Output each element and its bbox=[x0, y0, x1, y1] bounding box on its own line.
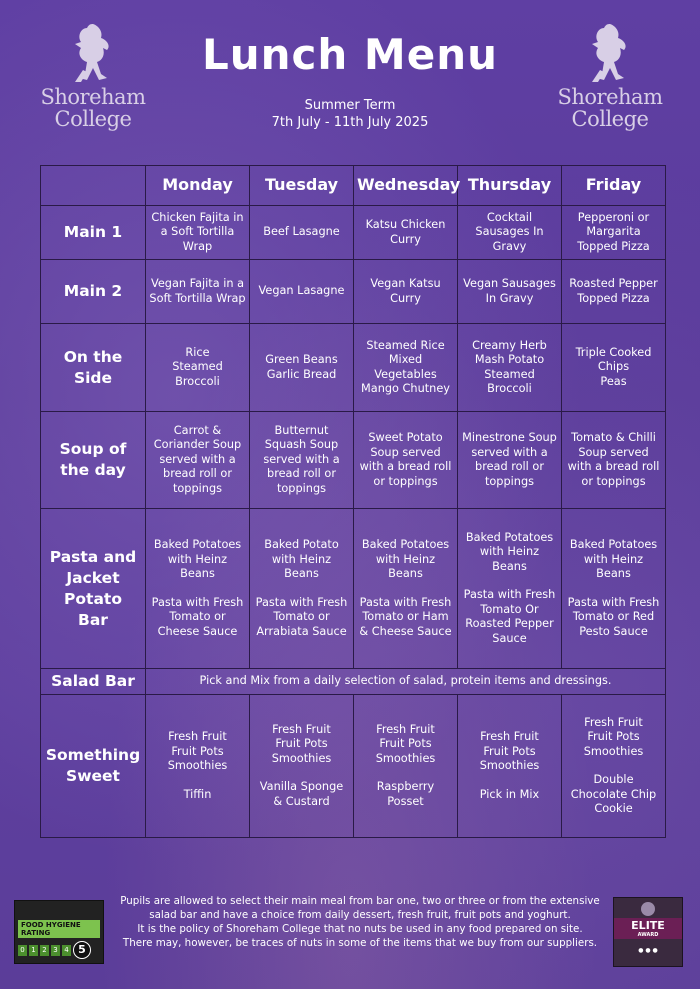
menu-item: Smoothies bbox=[167, 759, 228, 772]
soup-wednesday: Sweet Potato Soup served with a bread roll or toppings bbox=[354, 412, 458, 509]
row-label-line: the day bbox=[60, 461, 126, 479]
elite-band bbox=[614, 918, 682, 939]
menu-item: Fruit Pots bbox=[587, 730, 640, 743]
footer-line: salad bar and have a choice from daily dessert, fresh fruit, fruit pots and yoghurt. bbox=[149, 909, 571, 921]
hygiene-digit: 2 bbox=[40, 945, 49, 956]
main2-monday: Vegan Fajita in a Soft Tortilla Wrap bbox=[146, 260, 250, 324]
menu-item: Pick in Mix bbox=[479, 787, 540, 801]
corner-cell bbox=[41, 166, 146, 206]
menu-item: Smoothies bbox=[479, 759, 540, 772]
main2-tuesday: Vegan Lasagne bbox=[250, 260, 354, 324]
side-wednesday bbox=[354, 324, 458, 412]
day-tuesday: Tuesday bbox=[250, 166, 354, 206]
hygiene-digit: 1 bbox=[29, 945, 38, 956]
row-label-line: Potato bbox=[64, 589, 122, 608]
potato-option: Baked Potatoes with Heinz Beans bbox=[153, 538, 242, 580]
day-wednesday: Wednesday bbox=[354, 166, 458, 206]
main2-thursday: Vegan Sausages In Gravy bbox=[458, 260, 562, 324]
pasta-option: Pasta with Fresh Tomato or Cheese Sauce bbox=[151, 595, 244, 638]
main1-tuesday: Beef Lasagne bbox=[250, 206, 354, 260]
menu-item: Fruit Pots bbox=[171, 744, 224, 758]
logo-name-line2: College bbox=[571, 107, 649, 131]
sweet-thursday bbox=[458, 695, 562, 838]
potato-option: Baked Potatoes with Heinz Beans bbox=[465, 530, 554, 573]
menu-item: Fresh Fruit bbox=[480, 730, 539, 743]
menu-item: Fruit Pots bbox=[483, 744, 536, 758]
soup-thursday: Minestrone Soup served with a bread roll or toppings bbox=[458, 412, 562, 509]
hygiene-score: 5 bbox=[73, 941, 91, 959]
menu-item: Broccoli bbox=[487, 382, 532, 395]
row-label-main2: Main 2 bbox=[41, 260, 146, 324]
soup-friday: Tomato & Chilli Soup served with a bread roll or toppings bbox=[562, 412, 666, 509]
side-row bbox=[41, 324, 666, 412]
row-label-salad: Salad Bar bbox=[41, 669, 146, 695]
pasta-thursday bbox=[458, 509, 562, 669]
pasta-monday bbox=[146, 509, 250, 669]
menu-item: Double bbox=[593, 773, 634, 786]
elite-award-badge bbox=[613, 897, 683, 967]
menu-item: Fruit Pots bbox=[275, 737, 328, 751]
term-name: Summer Term bbox=[304, 98, 396, 113]
main1-thursday: Cocktail Sausages In Gravy bbox=[458, 206, 562, 260]
award-emblem-icon bbox=[641, 902, 655, 916]
side-friday bbox=[562, 324, 666, 412]
menu-item: Vegetables bbox=[374, 367, 437, 381]
menu-item: Triple Cooked bbox=[575, 345, 652, 359]
menu-item: Raspberry bbox=[376, 780, 435, 794]
menu-item: Smoothies bbox=[375, 751, 436, 765]
menu-item: Rice bbox=[185, 345, 210, 359]
menu-item: Cookie bbox=[594, 802, 633, 815]
hygiene-digit: 3 bbox=[51, 945, 60, 956]
days-header-row bbox=[41, 166, 666, 206]
row-label-side bbox=[41, 324, 146, 412]
menu-item: Fresh Fruit bbox=[168, 730, 227, 743]
menu-item: Fresh Fruit bbox=[272, 722, 331, 736]
sweet-friday bbox=[562, 695, 666, 838]
footer-note bbox=[110, 894, 610, 950]
sweet-wednesday bbox=[354, 695, 458, 838]
page-title: Lunch Menu bbox=[201, 30, 499, 79]
salad-row bbox=[41, 669, 666, 695]
side-monday bbox=[146, 324, 250, 412]
day-monday: Monday bbox=[146, 166, 250, 206]
school-logo-right bbox=[540, 20, 680, 130]
main1-monday: Chicken Fajita in a Soft Tortilla Wrap bbox=[146, 206, 250, 260]
hygiene-digit: 0 bbox=[18, 945, 27, 956]
day-friday: Friday bbox=[562, 166, 666, 206]
menu-item: Smoothies bbox=[271, 751, 332, 765]
pasta-wednesday bbox=[354, 509, 458, 669]
elite-subtitle: AWARD bbox=[637, 932, 659, 938]
pasta-option: Pasta with Fresh Tomato or Ham & Cheese Sauce bbox=[359, 595, 452, 638]
menu-item: Mango Chutney bbox=[361, 382, 450, 395]
logo-name-line1: Shoreham bbox=[40, 85, 146, 109]
menu-item: Vanilla Sponge bbox=[259, 780, 344, 794]
day-thursday: Thursday bbox=[458, 166, 562, 206]
menu-item: Peas bbox=[600, 374, 627, 388]
menu-item: Smoothies bbox=[583, 744, 644, 758]
pasta-option: Pasta with Fresh Tomato or Red Pesto Sauce bbox=[567, 595, 660, 638]
award-dots-icon: ● ● ● bbox=[638, 947, 658, 954]
hygiene-badge-header bbox=[18, 904, 100, 920]
pasta-option: Pasta with Fresh Tomato or Arrabiata Sauce bbox=[255, 595, 348, 638]
menu-item: Steamed bbox=[172, 360, 223, 374]
menu-item: Mixed bbox=[388, 353, 423, 366]
main2-wednesday: Vegan Katsu Curry bbox=[354, 260, 458, 324]
row-label-line: Pasta and bbox=[49, 547, 137, 566]
main2-friday: Roasted Pepper Topped Pizza bbox=[562, 260, 666, 324]
menu-item: Fresh Fruit bbox=[376, 722, 435, 736]
hygiene-score-scale bbox=[18, 941, 100, 959]
lunch-menu-table bbox=[40, 165, 666, 838]
pasta-friday bbox=[562, 509, 666, 669]
row-label-sweet bbox=[41, 695, 146, 838]
potato-option: Baked Potatoes with Heinz Beans bbox=[569, 538, 658, 580]
footer-line: There may, however, be traces of nuts in some of the items that we buy from our suppliers. bbox=[122, 937, 598, 949]
menu-item: Fresh Fruit bbox=[584, 715, 643, 729]
soup-tuesday: Butternut Squash Soup served with a bread roll or toppings bbox=[250, 412, 354, 509]
menu-item: Posset bbox=[387, 794, 424, 808]
soup-row bbox=[41, 412, 666, 509]
row-label-main1: Main 1 bbox=[41, 206, 146, 260]
lion-crest-icon bbox=[63, 20, 123, 86]
salad-bar-text: Pick and Mix from a daily selection of salad, protein items and dressings. bbox=[146, 669, 666, 695]
potato-option: Baked Potato with Heinz Beans bbox=[264, 538, 339, 580]
side-thursday bbox=[458, 324, 562, 412]
row-label-soup bbox=[41, 412, 146, 509]
pasta-option: Pasta with Fresh Tomato Or Roasted Pepper Sauce bbox=[463, 588, 556, 645]
lion-crest-icon bbox=[580, 20, 640, 86]
menu-item: Broccoli bbox=[175, 374, 220, 388]
menu-item: Garlic Bread bbox=[266, 367, 337, 381]
row-label-line: Soup of bbox=[59, 440, 127, 458]
menu-item: Steamed Rice bbox=[366, 338, 445, 352]
main1-wednesday: Katsu Chicken Curry bbox=[354, 206, 458, 260]
menu-item: Creamy Herb bbox=[472, 338, 547, 352]
menu-item: Fruit Pots bbox=[379, 737, 432, 751]
row-label-line: Jacket bbox=[66, 568, 120, 587]
menu-item: Steamed bbox=[484, 367, 535, 381]
term-info bbox=[200, 97, 500, 131]
school-logo-left bbox=[23, 20, 163, 130]
menu-item: Chocolate Chip bbox=[570, 787, 657, 801]
soup-monday: Carrot & Coriander Soup served with a bread roll or toppings bbox=[146, 412, 250, 509]
row-label-line: Bar bbox=[78, 610, 108, 629]
sweet-tuesday bbox=[250, 695, 354, 838]
sweet-row bbox=[41, 695, 666, 838]
sweet-monday bbox=[146, 695, 250, 838]
footer-line: It is the policy of Shoreham College that no nuts be used in any food prepared on site. bbox=[137, 923, 583, 935]
menu-item: Tiffin bbox=[183, 787, 212, 801]
row-label-pasta bbox=[41, 509, 146, 669]
main2-row bbox=[41, 260, 666, 324]
row-label-line: On the bbox=[63, 347, 123, 366]
menu-item: Chips bbox=[597, 360, 630, 374]
row-label-line: Something bbox=[45, 746, 141, 764]
row-label-line: Sweet bbox=[66, 767, 120, 785]
side-tuesday bbox=[250, 324, 354, 412]
menu-item: & Custard bbox=[273, 794, 330, 808]
pasta-tuesday bbox=[250, 509, 354, 669]
menu-item: Green Beans bbox=[265, 353, 338, 366]
main1-row bbox=[41, 206, 666, 260]
elite-title: ELITE bbox=[631, 919, 665, 932]
logo-name-line1: Shoreham bbox=[557, 85, 663, 109]
main1-friday: Pepperoni or Margarita Topped Pizza bbox=[562, 206, 666, 260]
row-label-line: Side bbox=[73, 368, 113, 387]
logo-name-line2: College bbox=[54, 107, 132, 131]
footer-line: Pupils are allowed to select their main meal from bar one, two or three or from the extensive bbox=[120, 895, 600, 907]
hygiene-badge-label: FOOD HYGIENE RATING bbox=[18, 920, 100, 938]
menu-item: Mash Potato bbox=[474, 353, 545, 366]
food-hygiene-rating-badge bbox=[14, 900, 104, 964]
hygiene-digit: 4 bbox=[62, 945, 71, 956]
term-dates: 7th July - 11th July 2025 bbox=[271, 115, 429, 130]
potato-option: Baked Potatoes with Heinz Beans bbox=[361, 538, 450, 580]
pasta-row bbox=[41, 509, 666, 669]
